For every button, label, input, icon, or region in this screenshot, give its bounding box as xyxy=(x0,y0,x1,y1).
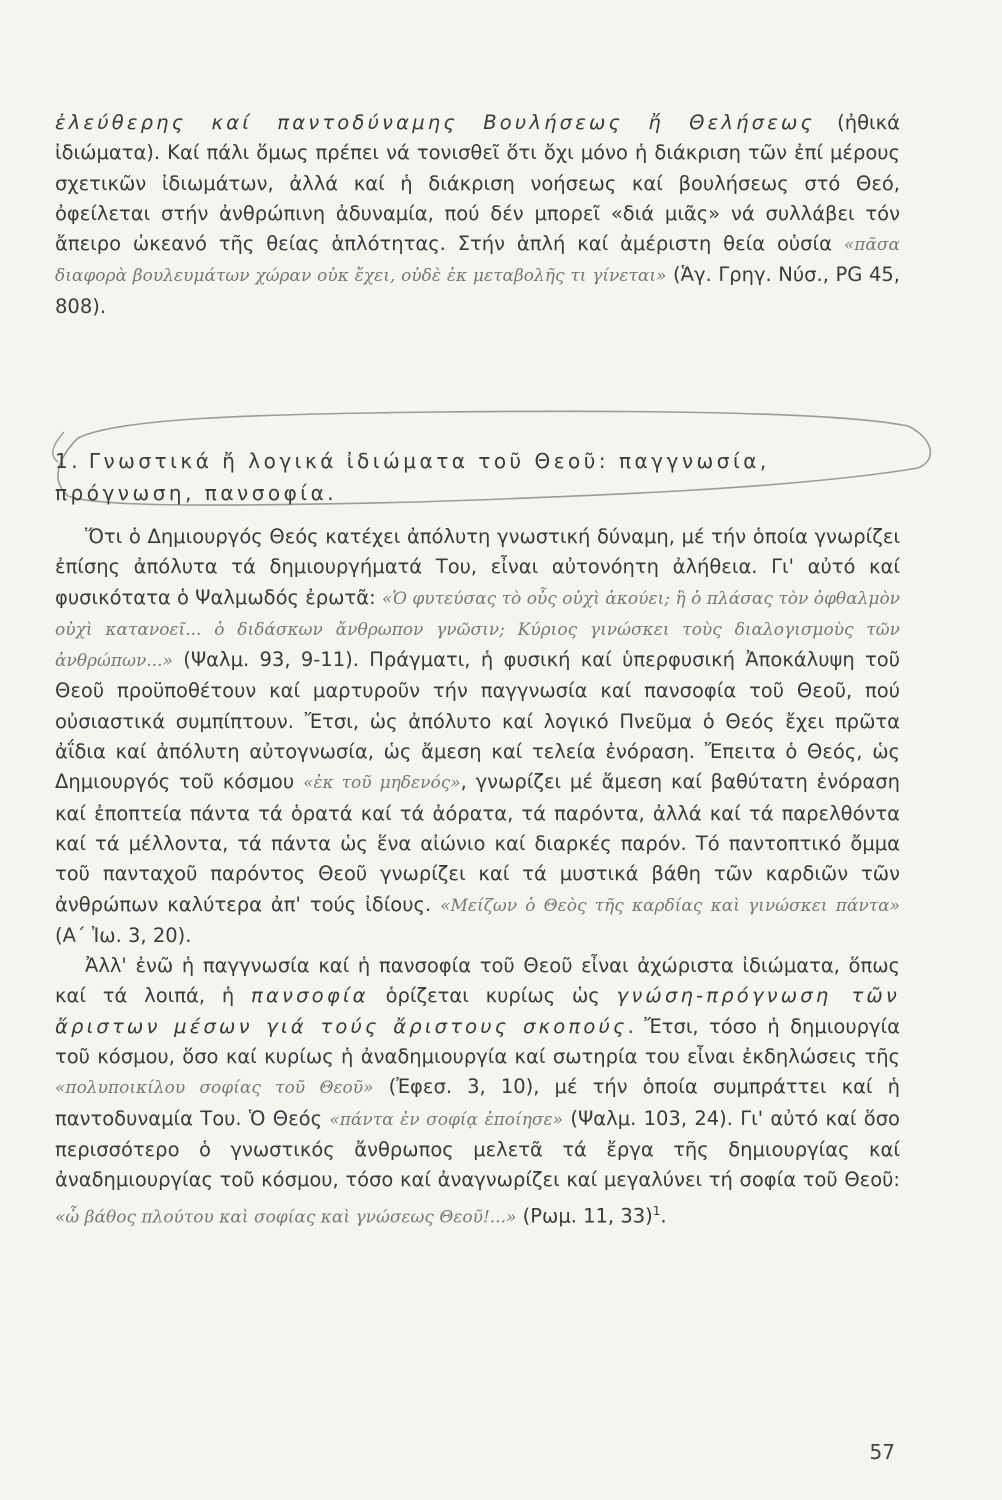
greek-quotation: «Ὁ φυτεύσας τὸ οὖς οὐχὶ ἀκούει; ἢ ὁ πλάσας τὸν ὀφθαλμὸν οὐχὶ κατανοεῖ... ὁ διδάσκων ἄνθρωπον γνῶσιν; Κύριος γινώσκει τοὺς διαλογισμοὺς τῶν ἀνθρώπων...» xyxy=(55,588,901,672)
text-run: (Ψαλμ. 93, 9-11). Πράγματι, ἡ φυσική καί ὑπερφυσική Ἀποκάλυψη τοῦ Θεοῦ προϋποθέτουν καί μαρτυροῦν τήν παγγνωσία καί πανσοφία τοῦ Θεοῦ, πού οὐσιαστικά συμπίπτουν. Ἔτσι, ὡς ἀπόλυτο καί λογικό Πνεῦμα ὁ Θεός ἔχει πρῶτα ἀΐδια καί ἀπόλυτη αὐτογνωσία, ὡς ἄμεση καί τελεία ἐνόραση. Ἔπειτα ὁ Θεός, ὡς Δημιουργός τοῦ κόσμου xyxy=(55,648,900,794)
text-run: (Ἐφεσ. 3, 10), μέ τήν ὁποία συμπράττει καί ἡ παντοδυναμία Του. Ὁ Θεός xyxy=(55,1075,900,1130)
text-run: (Ρωμ. 11, 33) xyxy=(516,1204,653,1228)
spaced-emphasis: πανσοφία xyxy=(251,984,369,1008)
section-heading xyxy=(55,445,915,509)
text-run: Ὅτι ὁ Δημιουργός Θεός κατέχει ἀπόλυτη γνωστική δύναμη, μέ τήν ὁποία γνωρίζει ἐπίσης ἀπόλυτα τά δημιουργήματά Του, εἶναι αὐτονόητη ἀλήθεια. Γι' αὐτό καί φυσικότατα ὁ Ψαλμωδός ἐρωτᾶ: xyxy=(55,525,900,609)
intro-paragraph xyxy=(55,108,900,322)
text-run: (Ψαλμ. 103, 24). Γι' αὐτό καί ὅσο περισσότερο ὁ γνωστικός ἄνθρωπος μελετᾶ τά ἔργα τῆς δημιουργίας καί ἀναδημιουργίας τοῦ κόσμου, τόσο καί ἀναγνωρίζει καί μεγαλύνει τή σοφία τοῦ Θεοῦ: xyxy=(55,1106,900,1192)
text-run: . Ἔτσι, τόσο ἡ δημιουργία τοῦ κόσμου, ὅσο καί κυρίως ἡ ἀναδημιουργία καί σωτηρία του εἶναι ἐκδηλώσεις τῆς xyxy=(55,1014,900,1069)
paragraph xyxy=(55,522,900,951)
footnote-marker[interactable]: 1 xyxy=(652,1203,661,1218)
text-run: . xyxy=(660,1204,667,1228)
text-run: ὁρίζεται κυρίως ὡς xyxy=(368,984,617,1008)
paragraph xyxy=(55,951,900,1232)
greek-quotation: «πᾶσα διαφορὰ βουλευμάτων χώραν οὐκ ἔχει, οὐδὲ ἐκ μεταβολῆς τι γίνεται» xyxy=(55,235,900,287)
text-run: (Α΄ Ἰω. 3, 20). xyxy=(55,923,192,947)
spaced-emphasis: ἐλεύθερης καί παντοδύναμης Βουλήσεως ἤ Θελήσεως xyxy=(55,111,816,134)
paragraph xyxy=(55,108,900,322)
greek-quotation: «ἐκ τοῦ μηδενός» xyxy=(302,773,461,794)
text-run: (ἠθικά ἰδιώματα). Καί πάλι ὅμως πρέπει νά τονισθεῖ ὅτι ὄχι μόνο ἡ διάκριση τῶν ἐπί μέρους σχετικῶν ἰδιωμάτων, ἀλλά καί ἡ διάκριση νοήσεως καί βουλήσεως στό Θεό, ὀφείλεται στήν ἀνθρώπινη ἀδυναμία, πού δέν μπορεῖ «διά μιᾶς» νά συλλάβει τόν ἄπειρο ὠκεανό τῆς θείας ἁπλότητας. Στήν ἁπλή καί ἀμέριστη θεία οὐσία xyxy=(55,111,900,256)
section-body xyxy=(55,522,900,1232)
greek-quotation: «πολυποικίλου σοφίας τοῦ Θεοῦ» xyxy=(55,1078,374,1099)
section-title: Γνωστικά ἤ λογικά ἰδιώματα τοῦ Θεοῦ: παγγνωσία, πρόγνωση, πανσοφία. xyxy=(55,449,770,505)
greek-quotation: «Μείζων ὁ Θεὸς τῆς καρδίας καὶ γινώσκει πάντα» xyxy=(440,895,900,916)
page-number: 57 xyxy=(869,1440,895,1464)
spaced-emphasis: γνώση-πρόγνωση τῶν ἄριστων μέσων γιά τούς ἄριστους σκοπούς xyxy=(55,984,901,1038)
section-number: 1. xyxy=(55,449,82,473)
text-run: Ἀλλ' ἐνῶ ἡ παγγνωσία καί ἡ πανσοφία τοῦ Θεοῦ εἶναι ἀχώριστα ἰδιώματα, ὅπως καί τά λοιπά, ἡ xyxy=(55,954,900,1008)
text-run: , γνωρίζει μέ ἄμεση καί βαθύτατη ἐνόραση καί ἐποπτεία πάντα τά ὁρατά καί τά ἀόρατα, τά παρόντα, ἀλλά καί τά παρελθόντα καί τά μέλλοντα, τά πάντα ὡς ἕνα αἰώνιο καί διαρκές παρόν. Τό παντοπτικό ὄμμα τοῦ πανταχοῦ παρόντος Θεοῦ γνωρίζει καί τά μυστικά βάθη τῶν καρδιῶν τῶν ἀνθρώπων καλύτερα ἀπ' τούς ἰδίους. xyxy=(55,770,900,916)
greek-quotation: «πάντα ἐν σοφίᾳ ἐποίησε» xyxy=(329,1109,564,1130)
text-run: (Ἁγ. Γρηγ. Νύσ., PG 45, 808). xyxy=(55,263,901,318)
greek-quotation: «ὦ βάθος πλούτου καὶ σοφίας καὶ γνώσεως Θεοῦ!...» xyxy=(55,1207,517,1228)
